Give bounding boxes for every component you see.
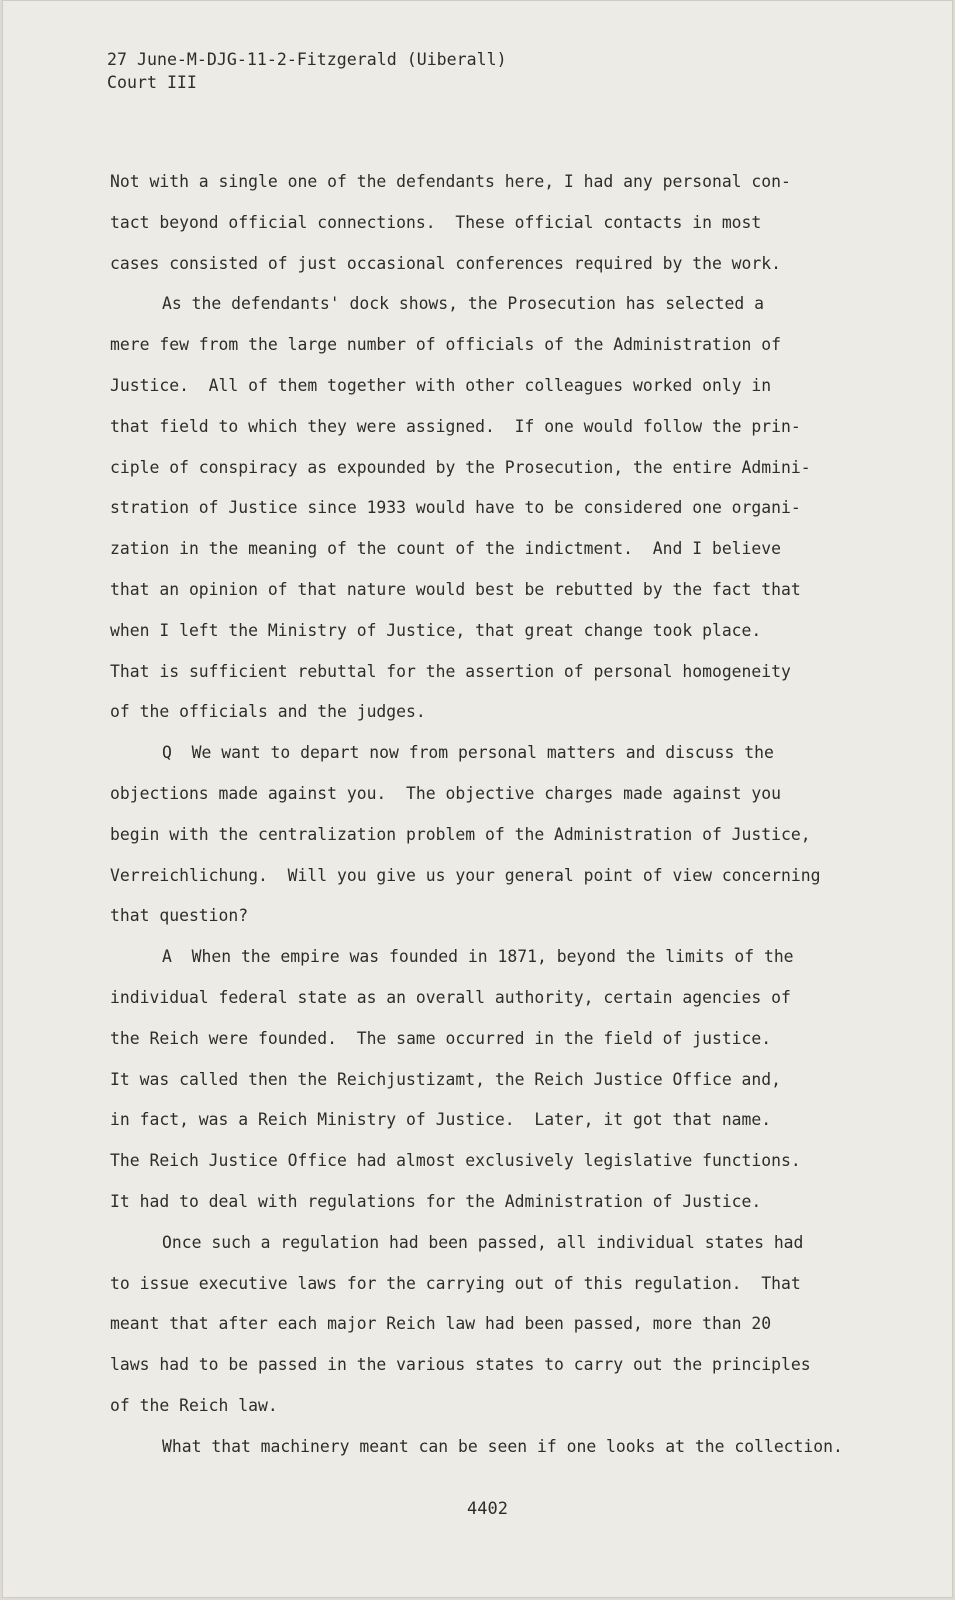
- page-number: 4402: [467, 1499, 508, 1519]
- transcript-body: [110, 169, 900, 1475]
- transcript-line: begin with the centralization problem of the Administration of Justice,: [110, 824, 811, 844]
- document-header: [107, 48, 507, 94]
- transcript-line: Justice. All of them together with other colleagues worked only in: [110, 375, 772, 395]
- transcript-line: Verreichlichung. Will you give us your general point of view concerning: [110, 865, 821, 885]
- transcript-line: mere few from the large number of officials of the Administration of: [110, 335, 782, 355]
- header-court-line: Court III: [107, 73, 197, 92]
- transcript-line: tact beyond official connections. These official contacts in most: [110, 212, 762, 232]
- transcript-line: to issue executive laws for the carrying out of this regulation. That: [110, 1273, 801, 1293]
- transcript-line: laws had to be passed in the various states to carry out the principles: [110, 1355, 811, 1375]
- transcript-line: objections made against you. The objective charges made against you: [110, 783, 782, 803]
- transcript-line: A When the empire was founded in 1871, beyond the limits of the: [162, 947, 794, 967]
- transcript-line: The Reich Justice Office had almost exclusively legislative functions.: [110, 1151, 801, 1171]
- transcript-line: that an opinion of that nature would best be rebutted by the fact that: [110, 579, 801, 599]
- transcript-line: stration of Justice since 1933 would have to be considered one organi-: [110, 498, 801, 518]
- transcript-line: the Reich were founded. The same occurred in the field of justice.: [110, 1028, 772, 1048]
- transcript-line: ciple of conspiracy as expounded by the Prosecution, the entire Admini-: [110, 457, 811, 477]
- transcript-line: It was called then the Reichjustizamt, the Reich Justice Office and,: [110, 1069, 782, 1089]
- transcript-line: meant that after each major Reich law had been passed, more than 20: [110, 1314, 772, 1334]
- transcript-line: As the defendants' dock shows, the Prosecution has selected a: [162, 294, 764, 314]
- transcript-line: zation in the meaning of the count of the indictment. And I believe: [110, 539, 782, 559]
- transcript-line: that field to which they were assigned. If one would follow the prin-: [110, 416, 801, 436]
- transcript-line: individual federal state as an overall authority, certain agencies of: [110, 987, 791, 1007]
- transcript-line: of the Reich law.: [110, 1395, 278, 1415]
- transcript-line: What that machinery meant can be seen if one looks at the collection.: [162, 1436, 843, 1456]
- header-reference-line: 27 June-M-DJG-11-2-Fitzgerald (Uiberall): [107, 50, 507, 69]
- transcript-line: cases consisted of just occasional conferences required by the work.: [110, 253, 782, 273]
- transcript-line: That is sufficient rebuttal for the assertion of personal homogeneity: [110, 661, 791, 681]
- document-page: [2, 0, 953, 1598]
- transcript-line: Q We want to depart now from personal matters and discuss the: [162, 743, 774, 763]
- transcript-line: of the officials and the judges.: [110, 702, 426, 722]
- transcript-line: Not with a single one of the defendants here, I had any personal con-: [110, 172, 791, 191]
- transcript-line: It had to deal with regulations for the Administration of Justice.: [110, 1191, 762, 1211]
- transcript-line: when I left the Ministry of Justice, that great change took place.: [110, 620, 762, 640]
- transcript-line: in fact, was a Reich Ministry of Justice. Later, it got that name.: [110, 1110, 772, 1130]
- transcript-line: that question?: [110, 906, 249, 926]
- transcript-line: Once such a regulation had been passed, all individual states had: [162, 1232, 804, 1252]
